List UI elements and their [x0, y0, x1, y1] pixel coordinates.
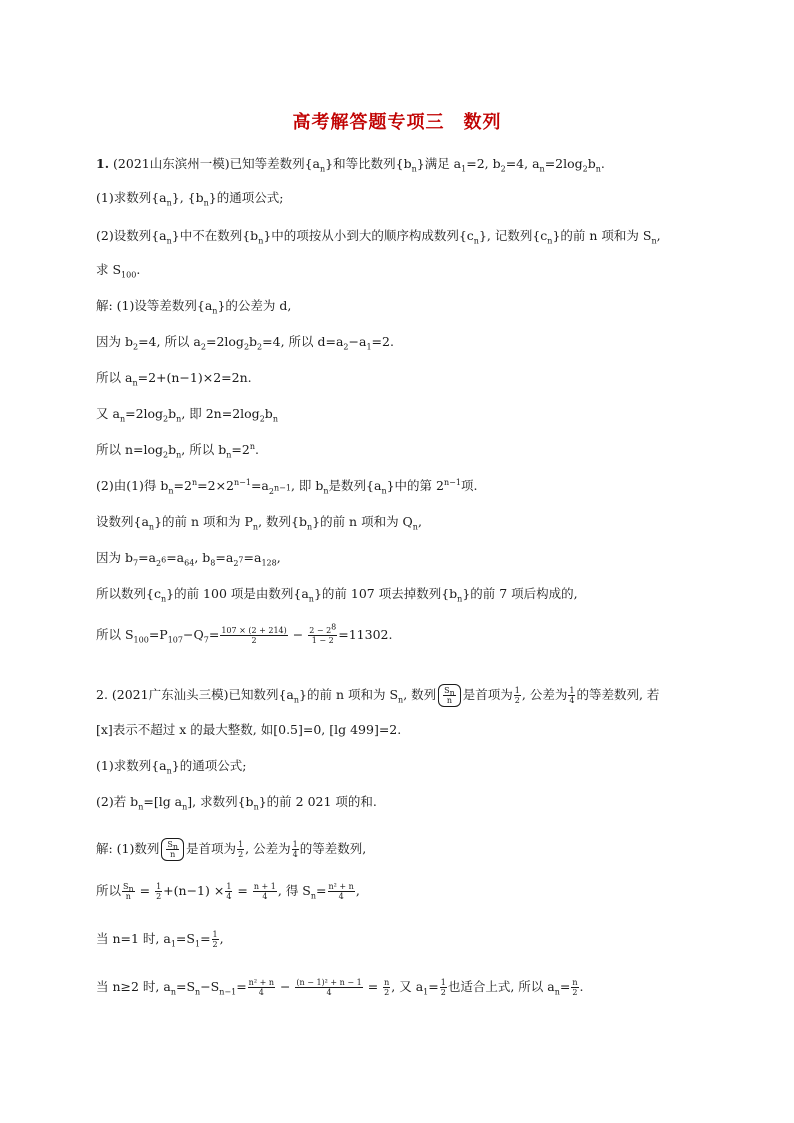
problem-1-statement: 1. (2021山东滨州一模)已知等差数列$\{a_n\}$和等比数列$\{b_n\}$满足 $a_1=2$, $b_2=4$, $a_n=2\log_2b_n$.: [96, 156, 605, 174]
solution-1-line-2: 因为 $b_2=4$, 所以 $a_2=2\log_2b_2=4$, 所以 $d=a_2-a_1=2$.: [96, 334, 394, 352]
solution-1-line-9: 所以数列$\{c_n\}$的前 100 项是由数列$\{a_n\}$的前 107 项去掉数列$\{b_n\}$的前 7 项后构成的,: [96, 586, 578, 604]
solution-2-line-3: 当 n=1 时, $a_1=S_1=$ $\frac{1}{2}$ ,: [96, 930, 224, 949]
solution-1-line-6: (2)由(1)得 $b_n=2^n=2\times 2^{n-1}=a_{2^{n-1}}$, 即 $b_n$是数列$\{a_n\}$中的第 $2^{n-1}$项.: [96, 477, 478, 496]
page-title: 高考解答题专项三 数列: [292, 112, 502, 133]
solution-1-line-1: 解: (1)设等差数列$\{a_n\}$的公差为 d,: [96, 298, 292, 316]
problem-2-statement: 2. (2021广东汕头三模)已知数列$\{a_n\}$的前 n 项和为 $S_n$, 数列 $\frac{S_n}{n}$ 是首项为 $\frac{1}{2}$ , 公差为 $\frac{1}{4}$ 的等差数列, 若: [96, 686, 660, 705]
solution-1-line-8: 因为 $b_7=a_{2^6}=a_{64}$, $b_8=a_{2^7}=a_{128}$,: [96, 550, 281, 568]
problem-2-question-1: (1)求数列$\{a_n\}$的通项公式;: [96, 758, 247, 776]
fraction-sum-q7: $\frac{2 - 2^8}{1 - 2}$: [309, 622, 337, 645]
problem-2-question-2: (2)若 $b_n=[\lg$ $a_n$], 求数列$\{b_n\}$的前 2 021 项的和.: [96, 794, 377, 812]
fraction-sum-p107: $\frac{107 \times (2 + 214)}{2}$: [221, 626, 287, 645]
solution-2-line-2: 所以 $\frac{S_n}{n}$ = $\frac{1}{2}$ +(n−1) × $\frac{1}{4}$ = $\frac{n + 1}{4}$ , 得 $S_n=$ $\frac{\text{n² + n}}{4}$ ,: [96, 882, 360, 901]
solution-1-line-10: 所以 $S_{100}=P_{107}-Q_7=$ $\frac{107 \times (2 + 214)}{2}$ − $\frac{2 - 2^8}{1 - 2}$ =11302.: [96, 622, 393, 645]
sequence-brace: $\frac{S_n}{n}$: [438, 684, 461, 707]
solution-1-line-7: 设数列$\{a_n\}$的前 n 项和为 $P_n$, 数列$\{b_n\}$的前 n 项和为 $Q_n$,: [96, 514, 422, 532]
problem-1-question-1: (1)求数列$\{a_n\}$, $\{b_n\}$的通项公式;: [96, 190, 284, 208]
solution-1-line-5: 所以 $n=\log_2b_n$, 所以 $b_n=2^n$.: [96, 441, 259, 460]
problem-1-question-2-cont: 求 $S_{100}$.: [96, 262, 141, 280]
problem-2-statement-cont: [x]表示不超过 x 的最大整数, 如[0.5]=0, [lg 499]=2.: [96, 722, 402, 737]
solution-2-line-1: 解: (1)数列 $\frac{S_n}{n}$ 是首项为 $\frac{1}{2}$ , 公差为 $\frac{1}{4}$ 的等差数列,: [96, 840, 367, 859]
problem-1-question-2: (2)设数列$\{a_n\}$中不在数列$\{b_n\}$中的项按从小到大的顺序构成数列$\{c_n\}$, 记数列$\{c_n\}$的前 n 项和为 $S_n$,: [96, 228, 661, 246]
solution-1-line-4: 又 $a_n=2\log_2b_n$, 即 $2n=2\log_2b_n$: [96, 406, 278, 424]
solution-2-line-4: 当 n≥2 时, $a_n=S_n-S_{n-1}=$ $\frac{\text{n² + n}}{4}$ − $\frac{\text{(n − 1)² + n − 1}}{4}$ = $\frac{n}{2}$ , 又 $a_1=$ $\frac{1}{2}$ 也适合上式, 所以 $a_n=$ $\frac{n}{2}$ .: [96, 978, 584, 997]
solution-1-line-3: 所以 $a_n=2+(n-1)\times 2=2n$.: [96, 370, 252, 388]
